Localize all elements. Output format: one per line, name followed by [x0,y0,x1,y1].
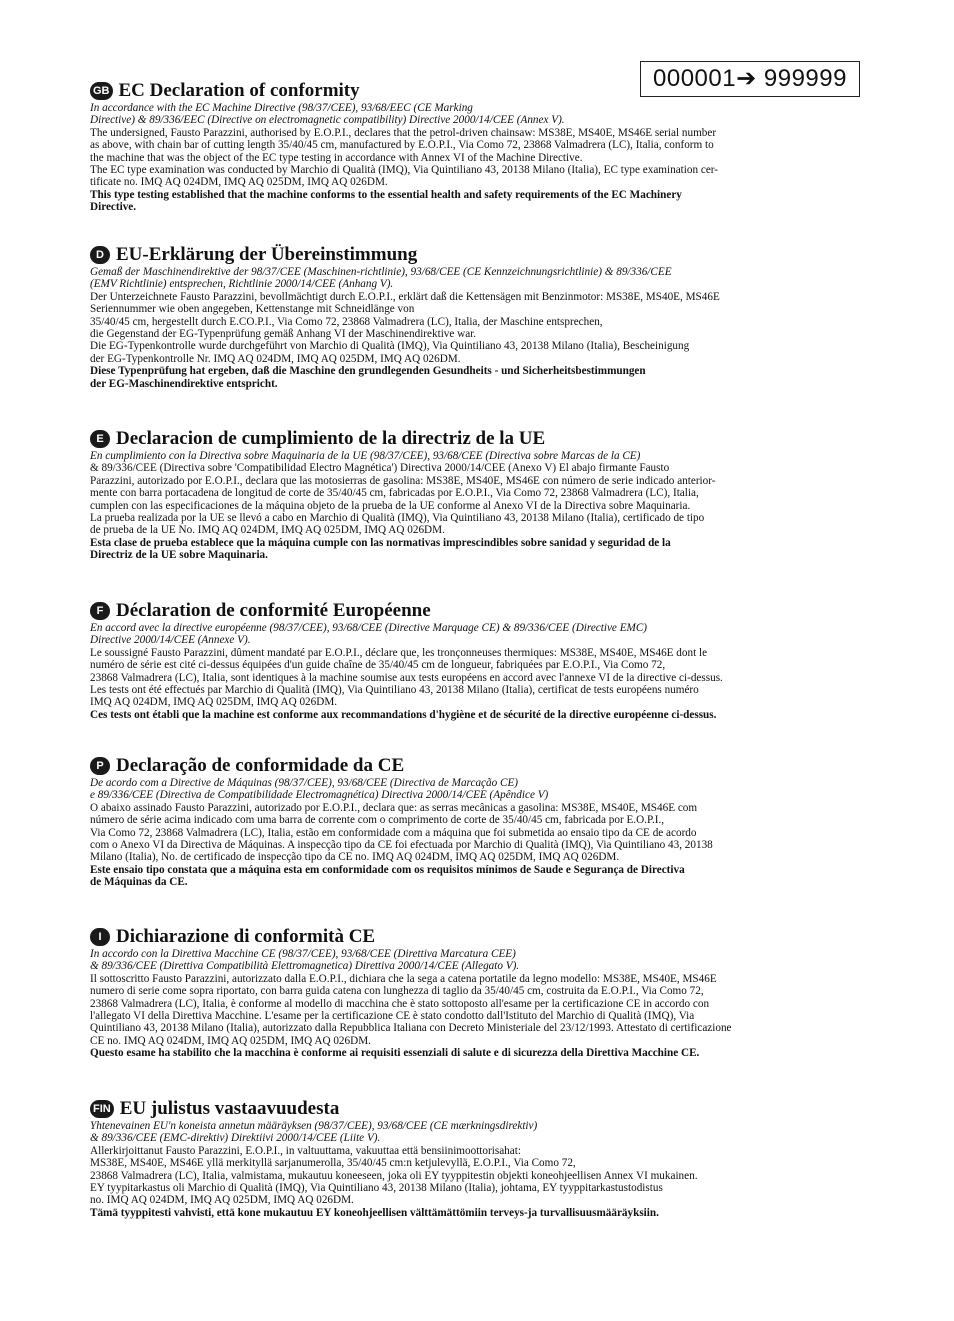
serial-number-range: 000001➔ 999999 [640,61,860,97]
language-badge: D [90,246,110,264]
declaration-conclusion: Diese Typenprüfung hat ergeben, daß die Maschine den grundlegenden Gesundheits - und Sicherheitsbestimmungen der EG-Maschinendirektive entspricht. [90,365,646,390]
declaration-body: The undersigned, Fausto Parazzini, authorised by E.O.P.I., declares that the petrol-driven chainsaw: MS38E, MS40E, MS46E serial number as above, with chain bar of cutting length 35/40/45 cm, manufactured by E.O.P.I., Via Como 72, 23868 Valmadrera (LC), Italia, conform to the machine that was the object of the EC type testing in accordance with Annex VI of the Machine Directive. The EC type examination was conducted by Marchio di Qualità (IMQ), Via Quintiliano 43, 20138 Milano (Italia), EC type examination cer- tificate no. IMQ AQ 024DM, IMQ AQ 025DM, IMQ AQ 026DM. [90,126,719,189]
language-badge: E [90,430,110,448]
directive-reference: En cumplimiento con la Directiva sobre Maquinaria de la UE (98/37/CEE), 93/68/CEE (Directiva sobre Marcas de la CE) [90,450,641,462]
section-title: EC Declaration of conformity [118,80,360,101]
declaration-section-e [90,428,868,562]
declaration-body: Le soussigné Fausto Parazzini, dûment mandaté par E.O.P.I., déclare que, les tronçonneuses thermiques: MS38E, MS40E, MS46E dont le numéro de série est cité ci-dessus équipées d'un guide chaîne de 35/40/45 cm de longueur, fabriquées par E.O.P.I., Via Como 72, 23868 Valmadrera (LC), Italia, sont identiques à la machine soumise aux tests européens en accord avec l'annexe VI de la directive ci-dessus. Les tests ont été effectués par Marchio di Qualità (IMQ), Via Quintiliano 43, 20138 Milano (Italia), certificat de tests européens numéro IMQ AQ 024DM, IMQ AQ 025DM, IMQ AQ 026DM. [90,646,723,709]
declaration-body: Allerkirjoittanut Fausto Parazzini, E.O.P.I., in valtuuttama, vakuuttaa että bensiinimoottorisahat: MS38E, MS40E, MS46E yllä merkityllä sarjanumerolla, 35/40/45 cm:n ketjulevyllä, E.O.P.I., Via Como 72, 23868 Valmadrera (LC), Italia, valmistama, mukautuu koneeseen, joka oli EY tyyppitestin objekti koneohjeellisen Annex VI mukainen. EY tyypitarkastus oli Marchio di Qualità (IMQ), Via Quintiliano 43, 20138 Milano (Italia), johtama, EY tyyppitarkastustodistus no. IMQ AQ 024DM, IMQ AQ 025DM, IMQ AQ 026DM. [90,1144,698,1207]
language-badge: FIN [90,1100,114,1118]
declaration-section-i [90,926,868,1060]
declaration-section-gb [90,80,868,214]
declaration-conclusion: Questo esame ha stabilito che la macchina è conforme ai requisiti essenziali di salute e di sicurezza della Direttiva Macchine CE. [90,1047,700,1060]
directive-reference: In accordo con la Direttiva Macchine CE (98/37/CEE), 93/68/CEE (Direttiva Marcatura CEE) & 89/336/CEE (Direttiva Compatibilità Elettromagnetica) Direttiva 2000/14/CEE (Allegato V). [90,948,520,973]
declaration-section-f [90,600,868,721]
language-badge: F [90,602,110,620]
section-title: EU julistus vastaavuudesta [119,1098,340,1119]
declaration-conclusion: Este ensaio tipo constata que a máquina esta em conformidade com os requisitos mínimos de Saude e Segurança de Directiva de Máquinas da CE. [90,863,685,889]
section-title: Declaracion de cumplimiento de la directriz de la UE [116,428,546,449]
directive-reference: En accord avec la directive européenne (98/37/CEE), 93/68/CEE (Directive Marquage CE) & 89/336/CEE (Directive EMC) Directive 2000/14/CEE (Annexe V). [90,622,648,647]
section-title: Dichiarazione di conformità CE [116,926,376,947]
declaration-conclusion: Esta clase de prueba establece que la máquina cumple con las normativas imprescindibles sobre sanidad y seguridad de la Directriz de la UE sobre Maquinaria. [90,536,671,562]
declaration-body: Il sottoscritto Fausto Parazzini, autorizzato dalla E.O.P.I., dichiara che la sega a catena portatile da legno modello: MS38E, MS40E, MS46E numero di serie come sopra riportato, con barra guida catena con lunghezza di taglio da 35/40/45 cm, costruita da E.O.P.I., Via Como 72, 23868 Valmadrera (LC), Italia, è conforme al modello di macchina che è stato sottoposto all'esame per la certificazione CE in accordo con l'allegato VI della Direttiva Macchine. L'esame per la certificazione CE è stato condotto dall'Istituto del Marchio di Qualità (IMQ), Via Quintiliano 43, 20138 Milano (Italia), autorizzato dalla Repubblica Italiana con Decreto Ministeriale del 23/12/1993. Attestato di certificazione CE no. IMQ AQ 024DM, IMQ AQ 025DM, IMQ AQ 026DM. [90,972,732,1047]
directive-reference: Yhtenevainen EU'n koneista annetun määräyksen (98/37/CEE), 93/68/CEE (CE mærkningsdirektiv) & 89/336/CEE (EMC-direktiv) Direktiivi 2000/14/CEE (Liite V). [90,1120,538,1145]
declaration-body: O abaixo assinado Fausto Parazzini, autorizado por E.O.P.I., declara que: as serras mecânicas a gasolina: MS38E, MS40E, MS46E com número de série acima indicado com uma barra de corrente com o comprimento de corte de 35/40/45 cm, fabricada por E.O.P.I., Via Como 72, 23868 Valmadrera (LC), Italia, estão em conformidade com a máquina que foi submetida ao ensaio tipo da CE de acordo com o Anexo VI da Directiva de Máquinas. A inspecção tipo da CE foi efectuada por Marchio di Qualità (IMQ), Via Quintiliano 43, 20138 Milano (Italia), No. de certificado de inspecção tipo da CE no. IMQ AQ 024DM, IMQ AQ 025DM, IMQ AQ 026DM. [90,801,713,864]
section-title: Déclaration de conformité Européenne [116,600,431,621]
declaration-conclusion: Tämä tyyppitesti vahvisti, että kone mukautuu EY koneohjeellisen välttämättömiin terveys-ja turvallisuusmääräyksiin. [90,1206,659,1219]
declaration-section-p [90,755,868,889]
declaration-conclusion: This type testing established that the machine conforms to the essential health and safety requirements of the EC Machinery Directive. [90,188,682,214]
declaration-section-d [90,244,868,390]
language-badge: I [90,928,110,946]
language-badge: P [90,757,110,775]
directive-reference: Gemaß der Maschinendirektive der 98/37/CEE (Maschinen-richtlinie), 93/68/CEE (CE Kennzeichnungsrichtlinie) & 89/336/CEE (EMV Richtlinie) entsprechen, Richtlinie 2000/14/CEE (Anhang V). [90,266,672,291]
language-badge: GB [90,82,113,100]
section-title: EU-Erklärung der Übereinstimmung [116,244,418,265]
declaration-body: Der Unterzeichnete Fausto Parazzini, bevollmächtigt durch E.O.P.I., erklärt daß die Kettensägen mit Benzinmotor: MS38E, MS40E, MS46E Seriennummer wie oben angegeben, Kettenstange mit Schneidlänge von 35/40/45 cm, hergestellt durch E.CO.P.I., Via Como 72, 23868 Valmadrera (LC), Italia, der Maschine entsprechen, die Gegenstand der EG-Typenprüfung gemäß Anhang VI der Maschinendirektive war. Die EG-Typenkontrolle wurde durchgeführt von Marchio di Qualità (IMQ), Via Quintiliano 43, 20138 Milano (Italia), Bescheinigung der EG-Typenkontrolle Nr. IMQ AQ 024DM, IMQ AQ 025DM, IMQ AQ 026DM. [90,290,720,365]
section-title: Declaração de conformidade da CE [116,755,405,776]
declaration-conclusion: Ces tests ont établi que la machine est conforme aux recommandations d'hygiène et de sécurité de la directive européenne ci-dessus. [90,708,717,721]
directive-reference: De acordo com a Directive de Máquinas (98/37/CEE), 93/68/CEE (Directiva de Marcação CE) e 89/336/CEE (Directiva de Compatibilidade Electromagnética) Directiva 2000/14/CEE (Apêndice V) [90,777,549,802]
declaration-body: & 89/336/CEE (Directiva sobre 'Compatibilidad Electro Magnética') Directiva 2000/14/CEE (Anexo V) El abajo firmante Fausto Parazzini, autorizado por E.O.P.I., declara que las motosierras de gasolina: MS38E, MS40E, MS46E con número de serie indicado anterior- mente con barra portacadena de longitud de corte de 35/40/45 cm, fabricadas por E.O.P.I., Via Como 72, 23868 Valmadrera (LC), Italia, cumplen con las especificaciones de la máquina objeto de la prueba de la UE conforme al Anexo VI de la Directiva sobre Maquinaria. La prueba realizada por la UE se llevó a cabo en Marchio di Qualità (IMQ), Via Quintiliano 43, 20138 Milano (Italia), certificado de tipo de prueba de la UE No. IMQ AQ 024DM, IMQ AQ 025DM, IMQ AQ 026DM. [90,462,716,537]
directive-reference: In accordance with the EC Machine Directive (98/37/CEE), 93/68/EEC (CE Marking Directive) & 89/336/EEC (Directive on electromagnetic compatibility) Directive 2000/14/CEE (Annex V). [90,102,565,127]
declaration-section-fin [90,1098,868,1219]
